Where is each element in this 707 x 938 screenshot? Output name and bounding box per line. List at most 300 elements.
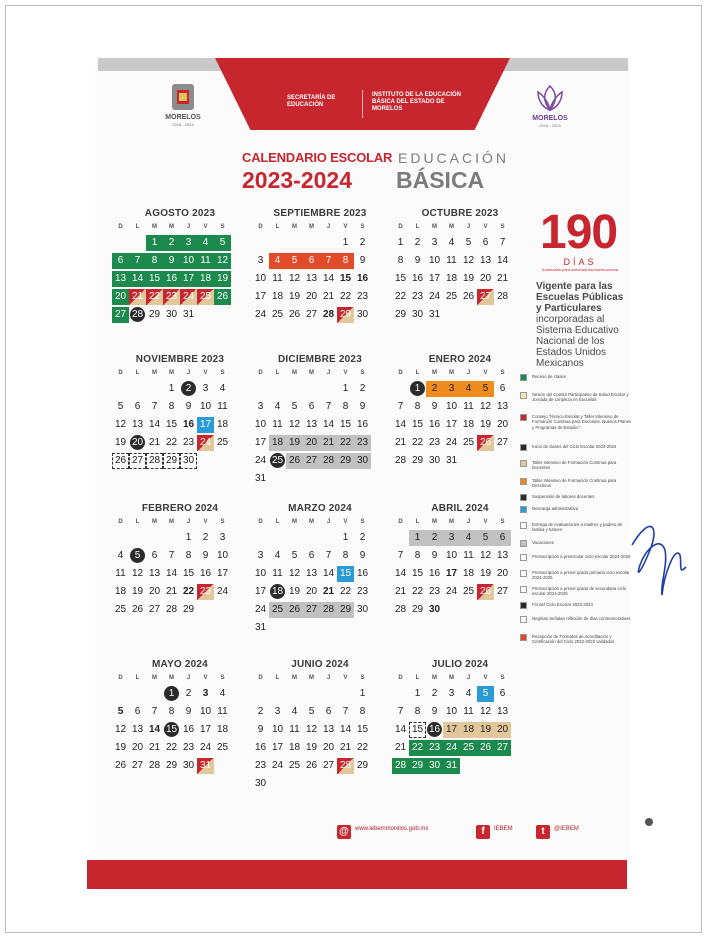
- day-cell: 8: [185, 550, 192, 561]
- day-cell: 20: [305, 586, 318, 597]
- day-cell: 28: [337, 758, 354, 774]
- weekday-header: L: [135, 675, 140, 681]
- day-cell: 27: [148, 604, 161, 615]
- day-cell: 25: [462, 437, 475, 448]
- weekday-header: L: [135, 224, 140, 230]
- weekday-header: J: [186, 519, 191, 525]
- day-cell: 13: [496, 706, 509, 717]
- day-cell: 12: [462, 255, 475, 266]
- day-cell: 12: [288, 419, 301, 430]
- weekday-header: M: [169, 519, 174, 525]
- legend-swatch: [520, 414, 527, 421]
- vigente-rest: incorporadas al Sistema Educativo Nacional de los Estados Unidos Mexicanos: [536, 314, 619, 369]
- day-cell: 22: [165, 437, 178, 448]
- day-cell: 6: [499, 383, 506, 394]
- day-cell: 25: [462, 586, 475, 597]
- day-cell: 5: [465, 237, 472, 248]
- month-name: SEPTIEMBRE 2023: [273, 208, 367, 219]
- day-cell: 31: [445, 455, 458, 466]
- weekday-header: M: [432, 370, 437, 376]
- day-cell: 17: [445, 419, 458, 430]
- vigente-bold: Vigente para las Escuelas Públicas y Particulares: [536, 281, 624, 314]
- legend-swatch: [520, 392, 527, 399]
- day-cell: 30: [165, 309, 178, 320]
- day-cell: 10: [199, 706, 212, 717]
- day-cell: 3: [431, 237, 438, 248]
- day-cell: 21: [394, 586, 407, 597]
- day-cell: 8: [359, 706, 366, 717]
- day-cell: 18: [445, 273, 458, 284]
- day-cell: 4: [269, 253, 286, 269]
- day-cell: 17: [445, 568, 458, 579]
- weekday-header: S: [360, 519, 365, 525]
- facebook-icon: f: [476, 825, 490, 839]
- days-sublabel: Autorizado para actividad escolar/docencia: [541, 267, 619, 272]
- day-cell: 13: [479, 255, 492, 266]
- day-cell: 23: [426, 740, 443, 756]
- day-cell: 20: [303, 435, 320, 451]
- day-cell: 27: [131, 760, 144, 771]
- day-cell: 6: [134, 401, 141, 412]
- weekday-header: L: [275, 224, 280, 230]
- day-cell: 26: [477, 584, 494, 600]
- legend-label: Entrega de evaluaciones a madres y padres de familia y tutores: [532, 522, 623, 533]
- title-year: 2023-2024: [242, 167, 352, 193]
- day-cell: 28: [320, 602, 337, 618]
- month-name: FEBRERO 2024: [141, 503, 219, 514]
- day-cell: 8: [342, 401, 349, 412]
- day-cell: 20: [479, 273, 492, 284]
- weekday-header: M: [449, 370, 454, 376]
- day-cell: 13: [148, 568, 161, 579]
- weekday-header: L: [135, 519, 140, 525]
- days-label: DÍAS: [563, 257, 597, 267]
- day-cell: 6: [303, 253, 320, 269]
- day-cell: 5: [477, 381, 494, 397]
- day-cell: 4: [197, 235, 214, 251]
- weekday-header: M: [449, 675, 454, 681]
- footer-twitter[interactable]: @IEBEM: [554, 826, 579, 832]
- title-basica: BÁSICA: [396, 167, 485, 193]
- day-cell: 3: [202, 688, 209, 699]
- day-cell: 11: [272, 273, 283, 284]
- month-name: ENERO 2024: [428, 354, 492, 365]
- day-cell: 23: [428, 437, 441, 448]
- day-cell: 11: [217, 401, 228, 412]
- day-cell: 24: [197, 435, 214, 451]
- day-cell: 19: [131, 586, 144, 597]
- day-cell: 9: [431, 401, 438, 412]
- day-cell: 5: [291, 550, 298, 561]
- day-cell: 23: [197, 584, 214, 600]
- day-cell: 29: [148, 309, 161, 320]
- day-cell: 5: [291, 401, 298, 412]
- weekday-header: V: [483, 370, 488, 376]
- day-cell: 18: [197, 271, 214, 287]
- weekday-header: V: [343, 224, 348, 230]
- day-cell: 29: [394, 309, 407, 320]
- day-cell: 7: [397, 550, 404, 561]
- day-cell: 24: [216, 586, 229, 597]
- weekday-header: M: [152, 675, 157, 681]
- footer-web[interactable]: www.iebemmorelos.gob.mx: [355, 826, 429, 832]
- weekday-header: J: [326, 370, 331, 376]
- legend-label: Descarga administrativa: [532, 506, 579, 511]
- legend-swatch: [520, 444, 527, 451]
- legend-label: Vacaciones: [532, 540, 554, 545]
- month-name: DICIEMBRE 2023: [278, 354, 362, 365]
- day-cell: 27: [303, 453, 320, 469]
- day-cell: 24: [199, 742, 212, 753]
- day-cell: 4: [460, 530, 477, 546]
- weekday-header: S: [500, 224, 505, 230]
- day-cell: 7: [499, 237, 506, 248]
- day-cell: 11: [446, 255, 457, 266]
- day-cell: 4: [448, 237, 455, 248]
- day-cell: 7: [342, 706, 349, 717]
- month-name: NOVIEMBRE 2023: [135, 354, 225, 365]
- day-cell: 7: [397, 401, 404, 412]
- day-cell: 6: [308, 550, 315, 561]
- day-cell: 10: [180, 253, 197, 269]
- legend-swatch: [520, 554, 527, 561]
- day-cell: 3: [257, 255, 264, 266]
- days-count: 190: [540, 206, 618, 259]
- day-cell: 15: [339, 419, 352, 430]
- day-cell: 1: [359, 688, 366, 699]
- weekday-header: M: [169, 370, 174, 376]
- day-cell: 28: [392, 758, 409, 774]
- weekday-header: M: [169, 224, 174, 230]
- day-cell: 21: [322, 586, 335, 597]
- legend-swatch: [520, 494, 527, 501]
- day-cell: 29: [165, 760, 178, 771]
- day-cell: 14: [165, 568, 178, 579]
- day-cell: 31: [443, 758, 460, 774]
- day-cell: 14: [394, 724, 407, 735]
- weekday-header: M: [152, 224, 157, 230]
- day-cell: 11: [463, 550, 474, 561]
- weekday-header: M: [309, 224, 314, 230]
- day-cell: 10: [199, 401, 212, 412]
- weekday-header: M: [309, 519, 314, 525]
- day-cell: 31: [428, 309, 441, 320]
- day-cell: 30: [254, 778, 267, 789]
- day-cell: 25: [216, 437, 229, 448]
- day-cell: 23: [356, 586, 369, 597]
- legend-label: Preinscripción a primer grado primaria ciclo escolar 2024-2025: [532, 570, 630, 581]
- day-cell: 1: [409, 530, 426, 546]
- day-cell: 9: [431, 550, 438, 561]
- day-cell: 6: [482, 237, 489, 248]
- day-cell: 16: [163, 271, 180, 287]
- day-cell: 11: [197, 253, 214, 269]
- legend-label: Receso de clases: [532, 374, 566, 379]
- day-cell: 2: [414, 237, 421, 248]
- day-cell: 2: [359, 532, 366, 543]
- day-cell: 15: [337, 566, 354, 582]
- weekday-header: J: [326, 675, 331, 681]
- footer-red-band: [87, 860, 627, 889]
- day-cell: 24: [428, 291, 441, 302]
- weekday-header: M: [152, 519, 157, 525]
- legend-label: Taller Intensivo de Formación Continua para Directivos: [532, 478, 617, 489]
- legend-swatch: [520, 570, 527, 577]
- day-cell: 10: [445, 706, 458, 717]
- day-cell: 9: [202, 550, 209, 561]
- day-cell: 29: [356, 760, 369, 771]
- day-cell: 27: [112, 307, 129, 323]
- day-cell: 4: [274, 550, 281, 561]
- day-cell: 2: [163, 235, 180, 251]
- weekday-header: M: [292, 675, 297, 681]
- legend-swatch: [520, 522, 527, 529]
- weekday-header: D: [258, 370, 263, 376]
- day-cell: 23: [182, 742, 195, 753]
- day-cell: 17: [254, 586, 267, 597]
- day-cell: 12: [114, 724, 127, 735]
- logo-right-text: MORELOS: [532, 115, 568, 122]
- day-cell: 13: [496, 401, 509, 412]
- day-cell: 11: [217, 706, 228, 717]
- day-cell: 12: [214, 253, 231, 269]
- day-cell: 15: [411, 419, 424, 430]
- day-cell: 1: [414, 688, 421, 699]
- weekday-header: D: [118, 675, 123, 681]
- vigente-text: [536, 281, 631, 369]
- day-cell: 11: [463, 401, 474, 412]
- logo-right-subtext: 2018 - 2024: [539, 123, 561, 128]
- day-cell: 26: [288, 309, 301, 320]
- day-cell: 16: [356, 273, 369, 284]
- day-cell: 4: [117, 550, 124, 561]
- day-cell: 26: [305, 760, 318, 771]
- day-cell: 11: [463, 706, 474, 717]
- day-cell: 2: [257, 706, 264, 717]
- weekday-header: D: [398, 224, 403, 230]
- day-cell: 23: [411, 291, 424, 302]
- day-cell: 20: [112, 289, 129, 305]
- secretaria-label: SECRETARÍA DE EDUCACIÓN: [287, 95, 336, 108]
- day-cell: 28: [394, 455, 407, 466]
- weekday-header: D: [258, 224, 263, 230]
- day-cell: 17: [428, 273, 441, 284]
- weekday-header: V: [483, 224, 488, 230]
- day-cell: 27: [303, 602, 320, 618]
- weekday-header: L: [415, 370, 420, 376]
- day-cell: 17: [254, 437, 267, 448]
- weekday-header: D: [398, 519, 403, 525]
- legend-label: Consejo Técnico Escolar y Taller Intensivo de Formación Continua para Docentes. Nuevos Planes y Programas de Estudio *: [532, 414, 632, 430]
- day-cell: 22: [409, 740, 426, 756]
- day-cell: 30: [180, 453, 197, 469]
- day-cell: 3: [180, 235, 197, 251]
- weekday-header: S: [220, 675, 225, 681]
- day-cell: 17: [197, 417, 214, 433]
- weekday-header: S: [220, 519, 225, 525]
- weekday-header: D: [398, 675, 403, 681]
- day-cell: 1: [185, 532, 192, 543]
- day-cell: 17: [199, 724, 212, 735]
- day-cell: 21: [394, 742, 407, 753]
- day-cell: 7: [129, 253, 146, 269]
- day-cell: 22: [339, 291, 352, 302]
- day-cell: 28: [165, 604, 178, 615]
- day-cell: 24: [180, 289, 197, 305]
- day-cell: 25: [271, 309, 284, 320]
- day-cell: 30: [428, 455, 441, 466]
- footer-facebook[interactable]: IEBEM: [494, 826, 513, 832]
- weekday-header: M: [432, 519, 437, 525]
- day-cell: 8: [414, 550, 421, 561]
- month-name: OCTUBRE 2023: [421, 208, 499, 219]
- day-cell: 27: [496, 586, 509, 597]
- day-cell: 27: [477, 289, 494, 305]
- day-cell: 24: [443, 740, 460, 756]
- day-cell: 13: [131, 419, 144, 430]
- day-cell: 14: [394, 568, 407, 579]
- legend-label: Preinscripción a preescolar ciclo escolar 2024-2025: [532, 554, 631, 559]
- day-cell: 31: [254, 473, 267, 484]
- day-cell: 30: [428, 604, 441, 615]
- instituto-label: INSTITUTO DE LA EDUCACIÓN BÁSICA DEL ESTADO DE MORELOS: [372, 92, 462, 112]
- day-cell: 18: [271, 291, 284, 302]
- day-cell: 9: [359, 550, 366, 561]
- day-cell: 15: [411, 568, 424, 579]
- day-cell: 27: [494, 740, 511, 756]
- day-cell: 20: [496, 419, 509, 430]
- day-cell: 15: [409, 722, 426, 738]
- day-cell: 14: [322, 419, 335, 430]
- day-cell: 18: [462, 568, 475, 579]
- weekday-header: D: [258, 519, 263, 525]
- day-cell: 29: [182, 604, 195, 615]
- day-cell: 1: [163, 686, 180, 702]
- day-cell: 14: [129, 271, 146, 287]
- day-cell: 14: [339, 724, 352, 735]
- day-cell: 13: [112, 271, 129, 287]
- day-cell: 30: [182, 760, 195, 771]
- day-cell: 28: [146, 453, 163, 469]
- day-cell: 17: [443, 722, 460, 738]
- weekday-header: M: [432, 224, 437, 230]
- day-cell: 9: [163, 253, 180, 269]
- day-cell: 2: [431, 688, 438, 699]
- title-educacion: EDUCACIÓN: [398, 150, 510, 166]
- weekday-header: M: [309, 370, 314, 376]
- day-cell: 12: [479, 706, 492, 717]
- day-cell: 9: [359, 255, 366, 266]
- morelos-seal-logo: [168, 82, 198, 112]
- day-cell: 9: [431, 706, 438, 717]
- day-cell: 7: [320, 253, 337, 269]
- day-cell: 22: [411, 437, 424, 448]
- day-cell: 27: [305, 309, 318, 320]
- day-cell: 16: [411, 273, 424, 284]
- weekday-header: V: [483, 519, 488, 525]
- day-cell: 4: [219, 688, 226, 699]
- day-cell: 6: [325, 706, 332, 717]
- twitter-icon: t: [536, 825, 550, 839]
- day-cell: 21: [339, 742, 352, 753]
- day-cell: 21: [496, 273, 509, 284]
- legend-swatch: [520, 460, 527, 467]
- legend-label: Recepción de Formatos de Acreditación y Certificación del Ciclo 2022-2023 validados: [532, 634, 615, 645]
- day-cell: 24: [254, 604, 267, 615]
- day-cell: 7: [151, 401, 158, 412]
- day-cell: 27: [496, 437, 509, 448]
- day-cell: 29: [337, 307, 354, 323]
- day-cell: 9: [257, 724, 264, 735]
- month-name: MARZO 2024: [288, 503, 352, 514]
- day-cell: 20: [131, 742, 144, 753]
- web-icon: @: [337, 825, 351, 839]
- month-name: AGOSTO 2023: [144, 208, 216, 219]
- legend-swatch: [520, 478, 527, 485]
- day-cell: 11: [272, 419, 283, 430]
- legend-swatch: [520, 540, 527, 547]
- day-cell: 15: [165, 419, 178, 430]
- day-cell: 1: [146, 235, 163, 251]
- weekday-header: M: [309, 675, 314, 681]
- weekday-header: D: [398, 370, 403, 376]
- day-cell: 15: [394, 273, 407, 284]
- day-cell: 27: [322, 760, 335, 771]
- day-cell: 26: [462, 291, 475, 302]
- day-cell: 28: [129, 307, 146, 323]
- weekday-header: D: [118, 370, 123, 376]
- month-name: JULIO 2024: [431, 659, 489, 670]
- morelos-flower-logo: [530, 82, 570, 114]
- day-cell: 10: [271, 724, 284, 735]
- day-cell: 2: [359, 383, 366, 394]
- day-cell: 25: [460, 740, 477, 756]
- weekday-header: S: [500, 519, 505, 525]
- day-cell: 9: [414, 255, 421, 266]
- day-cell: 8: [342, 550, 349, 561]
- day-cell: 4: [219, 383, 226, 394]
- day-cell: 30: [411, 309, 424, 320]
- weekday-header: V: [343, 675, 348, 681]
- day-cell: 6: [151, 550, 158, 561]
- weekday-header: D: [258, 675, 263, 681]
- day-cell: 24: [445, 437, 458, 448]
- day-cell: 1: [397, 237, 404, 248]
- day-cell: 18: [269, 435, 286, 451]
- header-divider: [362, 90, 363, 118]
- day-cell: 16: [199, 568, 212, 579]
- day-cell: 6: [112, 253, 129, 269]
- legend-label: Taller Intensivo de Formación Continua para Docentes: [532, 460, 617, 471]
- legend-swatch: [520, 616, 527, 623]
- legend-swatch: [520, 586, 527, 593]
- day-cell: 19: [114, 742, 127, 753]
- day-cell: 28: [148, 760, 161, 771]
- weekday-header: D: [118, 224, 123, 230]
- day-cell: 1: [168, 383, 175, 394]
- day-cell: 6: [499, 688, 506, 699]
- weekday-header: S: [360, 224, 365, 230]
- day-cell: 29: [409, 758, 426, 774]
- day-cell: 16: [254, 742, 267, 753]
- day-cell: 16: [182, 419, 195, 430]
- day-cell: 26: [112, 453, 129, 469]
- weekday-header: J: [326, 224, 331, 230]
- day-cell: 2: [180, 381, 197, 397]
- day-cell: 28: [394, 604, 407, 615]
- weekday-header: J: [186, 675, 191, 681]
- weekday-header: V: [203, 224, 208, 230]
